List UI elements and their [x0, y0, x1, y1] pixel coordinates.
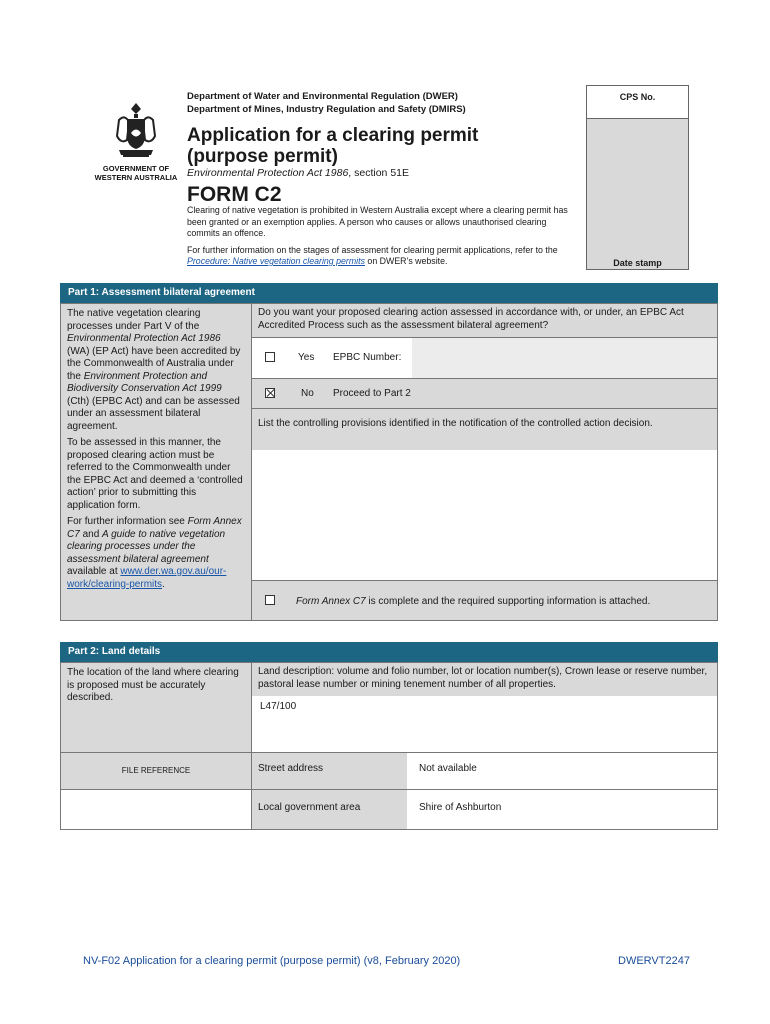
part1-info-cell [61, 304, 252, 620]
no-checkbox[interactable] [265, 388, 275, 398]
title-line2: (purpose permit) [187, 146, 338, 167]
department-names [187, 90, 466, 116]
act-reference [187, 167, 409, 179]
yes-label: Yes [298, 352, 315, 363]
intro-paragraph-2 [187, 245, 577, 268]
p1-text-a: The native vegetation clearing processes under Part V of the [67, 308, 201, 332]
dept-dwer: Department of Water and Environmental Regulation (DWER) [187, 91, 458, 102]
part1-table [60, 303, 718, 621]
controlling-provisions-prompt: List the controlling provisions identified in the notification of the controlled action decision. [252, 408, 717, 450]
procedure-link[interactable]: Procedure: Native vegetation clearing permits [187, 256, 365, 266]
date-stamp-label: Date stamp [613, 258, 662, 268]
p3-text-b: Form Annex C7 [67, 516, 242, 540]
annex-name: Form Annex C7 [296, 596, 366, 607]
part2-table [60, 662, 718, 830]
footer-doc-code: DWERVT2247 [618, 955, 690, 967]
part1-heading: Part 1: Assessment bilateral agreement [60, 283, 718, 303]
part1-info-p1 [67, 308, 245, 433]
intro2-tail: on DWER’s website. [364, 256, 448, 266]
dept-dmirs: Department of Mines, Industry Regulation and Safety (DMIRS) [187, 104, 466, 115]
file-reference-field[interactable] [61, 789, 252, 829]
p1-text-e: (Cth) (EPBC Act) and can be assessed under an assessment bilateral agreement. [67, 395, 240, 432]
crest-label-line1: GOVERNMENT OF [102, 164, 170, 173]
page-title [187, 125, 567, 167]
annex-confirmation-text [296, 596, 650, 609]
crest-label-line2: WESTERN AUSTRALIA [94, 173, 178, 182]
form-code: FORM C2 [187, 183, 282, 206]
coat-of-arms-icon [105, 100, 167, 162]
part1-info-p3 [67, 516, 245, 591]
annex-tail: is complete and the required supporting information is attached. [365, 596, 651, 607]
p3-text-c: and [79, 528, 103, 540]
clearing-permits-link[interactable]: www.der.wa.gov.au/our-work/clearing-permits [67, 566, 227, 590]
file-reference-label: FILE REFERENCE [61, 752, 252, 789]
p3-text-f: . [162, 578, 165, 590]
yes-checkbox[interactable] [265, 352, 275, 362]
epbc-question-cell: Do you want your proposed clearing action assessed in accordance with, or under, an EPBC Act Accredited Process such as the assessment bilateral agreement? [252, 304, 717, 337]
street-address-label: Street address [252, 752, 407, 789]
cps-number-label: CPS No. [587, 86, 688, 119]
p1-text-b: Environmental Protection Act 1986 [67, 333, 221, 344]
yes-option-row [252, 337, 717, 378]
annex-confirmation-row [252, 580, 717, 620]
street-address-field[interactable]: Not available [407, 752, 717, 789]
epbc-number-field[interactable] [412, 338, 717, 378]
p3-text-d: A guide to native vegetation clearing processes under the assessment bilateral agreement [67, 528, 226, 565]
land-description-field[interactable]: L47/100 [252, 696, 717, 752]
p3-text-a: For further information see [67, 516, 188, 527]
intro-paragraph-1: Clearing of native vegetation is prohibited in Western Australia except where a clearing permit has been granted or an exemption applies. A person who causes or allows unauthorised clearing commits an offence. [187, 205, 568, 238]
act-name: Environmental Protection Act 1986 [187, 167, 349, 179]
p1-text-d: Environment Protection and Biodiversity Conservation Act 1999 [67, 370, 222, 394]
part2-heading: Part 2: Land details [60, 642, 718, 662]
intro2-text: For further information on the stages of assessment for clearing permit applications, refer to the [187, 244, 558, 255]
no-label: No [301, 388, 314, 399]
cps-stamp-box [586, 85, 689, 270]
footer-form-title: NV-F02 Application for a clearing permit (purpose permit) (v8, February 2020) [83, 955, 461, 967]
local-government-field[interactable]: Shire of Ashburton [407, 789, 717, 829]
local-government-label: Local government area [252, 789, 407, 829]
annex-checkbox[interactable] [265, 595, 275, 605]
proceed-label: Proceed to Part 2 [333, 388, 411, 399]
controlling-provisions-field[interactable] [252, 450, 717, 580]
act-section: , section 51E [348, 167, 409, 179]
intro-text [187, 205, 577, 273]
p1-text-c: (WA) (EP Act) have been accredited by the Commonwealth of Australia under the [67, 345, 241, 382]
epbc-number-label: EPBC Number: [333, 352, 402, 363]
no-option-row [252, 378, 717, 408]
part1-info-p2: To be assessed in this manner, the proposed clearing action must be referred to the Commonwealth under the EPBC Act and deemed a ‘controlled action’ prior to submitting this application form. [67, 437, 243, 511]
government-crest [88, 100, 184, 182]
land-description-prompt: Land description: volume and folio number, lot or location number(s), Crown lease or reserve number, pastoral lease number or mining tenement number of all properties. [252, 663, 717, 696]
part2-info-cell: The location of the land where clearing is proposed must be accurately described. [61, 663, 252, 752]
p3-text-e: available at [67, 566, 121, 577]
title-line1: Application for a clearing permit [187, 125, 479, 146]
